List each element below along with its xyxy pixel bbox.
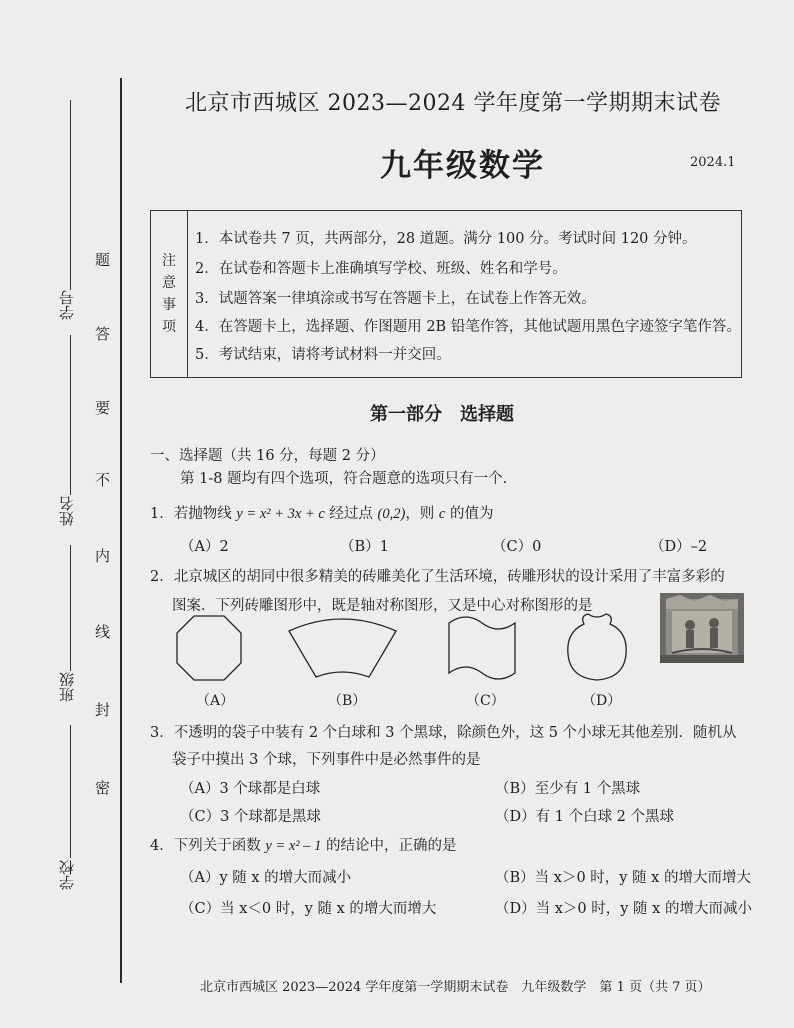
exam-date: 2024.1 — [690, 155, 736, 170]
student-id-underline — [70, 100, 71, 290]
q1-pre: 1．若抛物线 — [150, 506, 237, 522]
name-underline — [70, 335, 71, 495]
q3-option-a: （A）3 个球都是白球 — [180, 781, 321, 797]
student-id-label: 学号 — [58, 290, 76, 320]
octagon-shape — [174, 613, 244, 683]
q3-option-d: （D）有 1 个白球 2 个黑球 — [495, 809, 675, 825]
q3-line-2: 袋子中摸出 3 个球，下列事件中是必然事件的是 — [172, 752, 481, 768]
q1-option-a: （A）2 — [180, 539, 229, 555]
notice-item: 4．在答题卡上，选择题、作图题用 2B 铅笔作答，其他试题用黑色字迹签字笔作答。 — [195, 319, 741, 335]
q4-formula: y = x² – 1 — [265, 838, 322, 854]
seal-char: 要 — [93, 400, 111, 415]
q4-option-c: （C）当 x＜0 时，y 随 x 的增大而增大 — [180, 901, 437, 917]
seal-char: 线 — [93, 624, 111, 639]
q1-formula: y = x² + 3x + c — [236, 506, 325, 522]
notice-item: 5．考试结束，请将考试材料一并交回。 — [195, 347, 451, 363]
class-label: 班级 — [58, 672, 76, 702]
seal-char: 封 — [93, 702, 111, 717]
seal-char: 密 — [93, 780, 111, 795]
q2-option-b: （B） — [328, 693, 367, 709]
notice-item: 3．试题答案一律填涂或书写在答题卡上，在试卷上作答无效。 — [195, 291, 596, 307]
q3-line-1: 3．不透明的袋子中装有 2 个白球和 3 个黑球，除颜色外，这 5 个小球无其他差别．随机从 — [150, 725, 737, 741]
notice-item: 1．本试卷共 7 页，共两部分，28 道题。满分 100 分。考试时间 120 分钟。 — [195, 231, 697, 247]
notice-side-char: 项 — [162, 319, 176, 335]
page-footer: 北京市西城区 2023—2024 学年度第一学期期末试卷 九年级数学 第 1 页（共 7 页） — [200, 980, 711, 995]
brick-carving-image — [660, 593, 744, 663]
question-1 — [150, 502, 493, 523]
q4-option-d: （D）当 x＞0 时，y 随 x 的增大而减小 — [495, 901, 752, 917]
q4-post: 的结论中，正确的是 — [321, 838, 457, 854]
seal-char: 答 — [93, 326, 111, 341]
school-label: 学校 — [58, 860, 76, 890]
subject-title: 九年级数学 — [380, 148, 545, 184]
part-heading: 第一部分 选择题 — [370, 404, 514, 425]
fan-shape — [284, 613, 404, 688]
notice-item: 2．在试卷和答题卡上准确填写学校、班级、姓名和学号。 — [195, 261, 567, 277]
q1-post: ，则 — [405, 506, 439, 522]
q3-option-b: （B）至少有 1 个黑球 — [495, 781, 641, 797]
q1-option-b: （B）1 — [340, 539, 389, 555]
section-note: 第 1-8 题均有四个选项，符合题意的选项只有一个. — [180, 471, 508, 487]
q2-option-c: （C） — [466, 693, 505, 709]
seal-char: 内 — [93, 548, 111, 563]
notice-box — [150, 210, 742, 378]
q4-option-a: （A）y 随 x 的增大而减小 — [180, 870, 352, 886]
notice-side-char: 事 — [162, 297, 176, 313]
q1-var: c — [438, 506, 446, 522]
q2-line-2: 图案．下列砖雕图形中，既是轴对称图形，又是中心对称图形的是 — [172, 598, 593, 614]
q1-mid: 经过点 — [324, 506, 378, 522]
notice-side-char: 意 — [162, 275, 176, 291]
section-title: 一、选择题（共 16 分，每题 2 分） — [150, 448, 385, 464]
class-underline — [70, 545, 71, 671]
seal-char: 不 — [93, 472, 111, 487]
binding-line — [120, 78, 122, 983]
question-4 — [150, 834, 456, 855]
seal-char: 题 — [93, 252, 111, 267]
school-underline — [70, 725, 71, 858]
pouch-shape — [560, 610, 635, 685]
q2-option-a: （A） — [196, 693, 235, 709]
q4-option-b: （B）当 x＞0 时，y 随 x 的增大而增大 — [495, 870, 751, 886]
notice-side-char: 注 — [162, 253, 176, 269]
q1-point: (0,2) — [377, 506, 406, 522]
q3-option-c: （C）3 个球都是黑球 — [180, 809, 321, 825]
q4-pre: 4．下列关于函数 — [150, 838, 266, 854]
name-label: 姓名 — [58, 496, 76, 526]
q2-line-1: 2．北京城区的胡同中很多精美的砖雕美化了生活环境，砖雕形状的设计采用了丰富多彩的 — [150, 569, 725, 585]
q1-option-d: （D）–2 — [650, 539, 708, 555]
q1-option-c: （C）0 — [492, 539, 542, 555]
exam-title: 北京市西城区 2023—2024 学年度第一学期期末试卷 — [185, 91, 721, 116]
q1-end: 的值为 — [445, 506, 494, 522]
q2-option-d: （D） — [582, 693, 622, 709]
notice-side-label — [151, 211, 188, 377]
wave-flag-shape — [442, 613, 522, 688]
